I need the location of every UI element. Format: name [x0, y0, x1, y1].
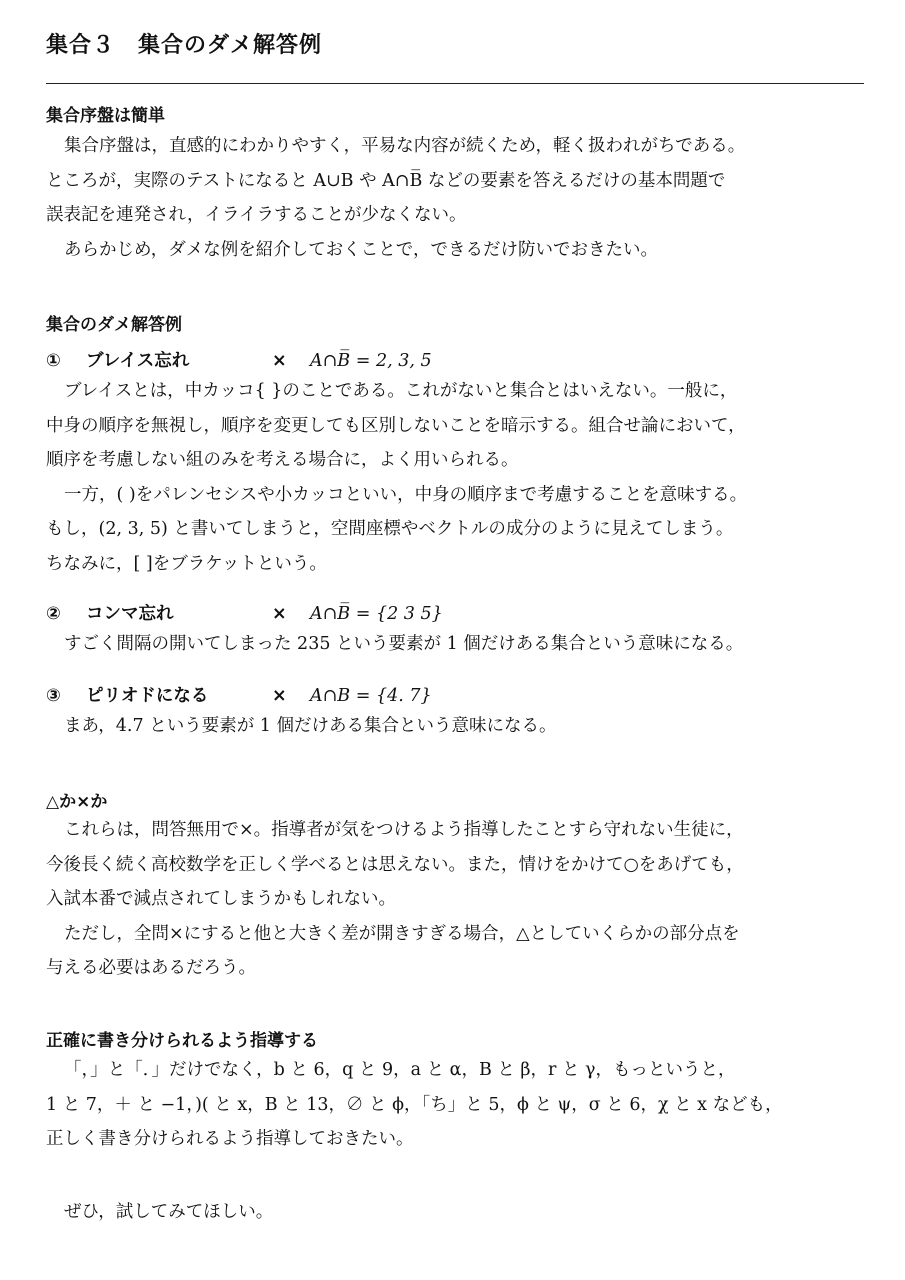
- bad-example-formula: A∩B̅ = 2, 3, 5: [310, 351, 432, 371]
- closing-paragraph: [46, 1195, 864, 1230]
- text-line: 今後長く続く高校数学を正しく学べるとは思えない。また，情けをかけて○をあげても，: [46, 854, 744, 875]
- text-line: 一方，( )をパレンセシスや小カッコといい，中身の順序まで考慮することを意味する。: [64, 484, 748, 505]
- title-divider: [46, 83, 864, 84]
- section-heading-bad-examples: 集合のダメ解答例: [46, 315, 182, 335]
- triangle-or-cross-paragraph: [46, 813, 864, 986]
- item-number: ③: [46, 686, 61, 706]
- text-line: 順序を考慮しない組のみを考える場合に，よく用いられる。: [46, 450, 519, 470]
- text-line: あらかじめ，ダメな例を紹介しておくことで，できるだけ防いでおきたい。: [64, 239, 658, 260]
- text-line: 誤表記を連発され，イライラすることが少なくない。: [46, 205, 467, 225]
- bad-example-3-header: [46, 682, 432, 707]
- text-line: ところが，実際のテストになると A∪B や A∩B̅ などの要素を答えるだけの基本問題で: [46, 170, 726, 191]
- text-line: 与える必要はあるだろう。: [46, 958, 256, 978]
- bad-example-3-explanation: [46, 709, 864, 744]
- cross-mark: ×: [272, 351, 287, 371]
- text-line: 正しく書き分けられるよう指導しておきたい。: [46, 1129, 414, 1149]
- text-line: 1 と 7，＋ と −1，)( と x，B と 13，∅ と ϕ，「ち」と 5，ϕ と ψ，σ と 6，χ と x なども，: [46, 1094, 783, 1115]
- text-line: すごく間隔の開いてしまった 235 という要素が 1 個だけある集合という意味になる。: [64, 634, 744, 654]
- closing-text: ぜひ，試してみてほしい。: [64, 1202, 274, 1222]
- item-label: コンマ忘れ: [86, 604, 174, 624]
- bad-example-2-header: [46, 600, 443, 625]
- text-line: ブレイスとは，中カッコ{ }のことである。これがないと集合とはいえない。一般に，: [64, 381, 738, 401]
- guidance-paragraph: [46, 1053, 864, 1157]
- section-heading-guidance: 正確に書き分けられるよう指導する: [46, 1031, 318, 1051]
- text-line: もし，(2, 3, 5) と書いてしまうと，空間座標やベクトルの成分のように見えてしまう。: [46, 519, 734, 539]
- text-line: ちなみに，[ ]をブラケットという。: [46, 553, 327, 574]
- text-line: ただし，全問×にすると他と大きく差が開きすぎる場合，△としていくらかの部分点を: [64, 923, 740, 944]
- item-label: ピリオドになる: [86, 686, 209, 706]
- text-line: 中身の順序を無視し，順序を変更しても区別しないことを暗示する。組合せ論において，: [46, 415, 746, 436]
- text-line: これらは，問答無用で×。指導者が気をつけるよう指導したことすら守れない生徒に，: [64, 820, 744, 840]
- text-line: まあ，4.7 という要素が 1 個だけある集合という意味になる。: [64, 716, 557, 736]
- text-line: 「，」と「．」だけでなく，b と 6，q と 9，a と α，B と β，r と γ，もっというと，: [64, 1060, 736, 1080]
- bad-example-1-explanation: [46, 374, 864, 581]
- page-title: 集合３ 集合のダメ解答例: [46, 33, 323, 58]
- bad-example-formula: A∩B̅ = {2 3 5}: [310, 604, 443, 624]
- bad-example-1-header: [46, 347, 432, 372]
- text-line: 集合序盤は，直感的にわかりやすく，平易な内容が続くため，軽く扱われがちである。: [64, 136, 746, 156]
- item-number: ②: [46, 604, 61, 624]
- section-heading-triangle-or-cross: △か×か: [46, 792, 108, 812]
- section-heading-intro: 集合序盤は簡単: [46, 106, 165, 126]
- text-line: 入試本番で減点されてしまうかもしれない。: [46, 889, 396, 909]
- cross-mark: ×: [272, 686, 287, 706]
- cross-mark: ×: [272, 604, 287, 624]
- bad-example-formula: A∩B = {4. 7}: [310, 686, 432, 706]
- item-number: ①: [46, 351, 61, 371]
- item-label: ブレイス忘れ: [86, 351, 190, 371]
- intro-paragraph: [46, 129, 864, 267]
- bad-example-2-explanation: [46, 627, 864, 662]
